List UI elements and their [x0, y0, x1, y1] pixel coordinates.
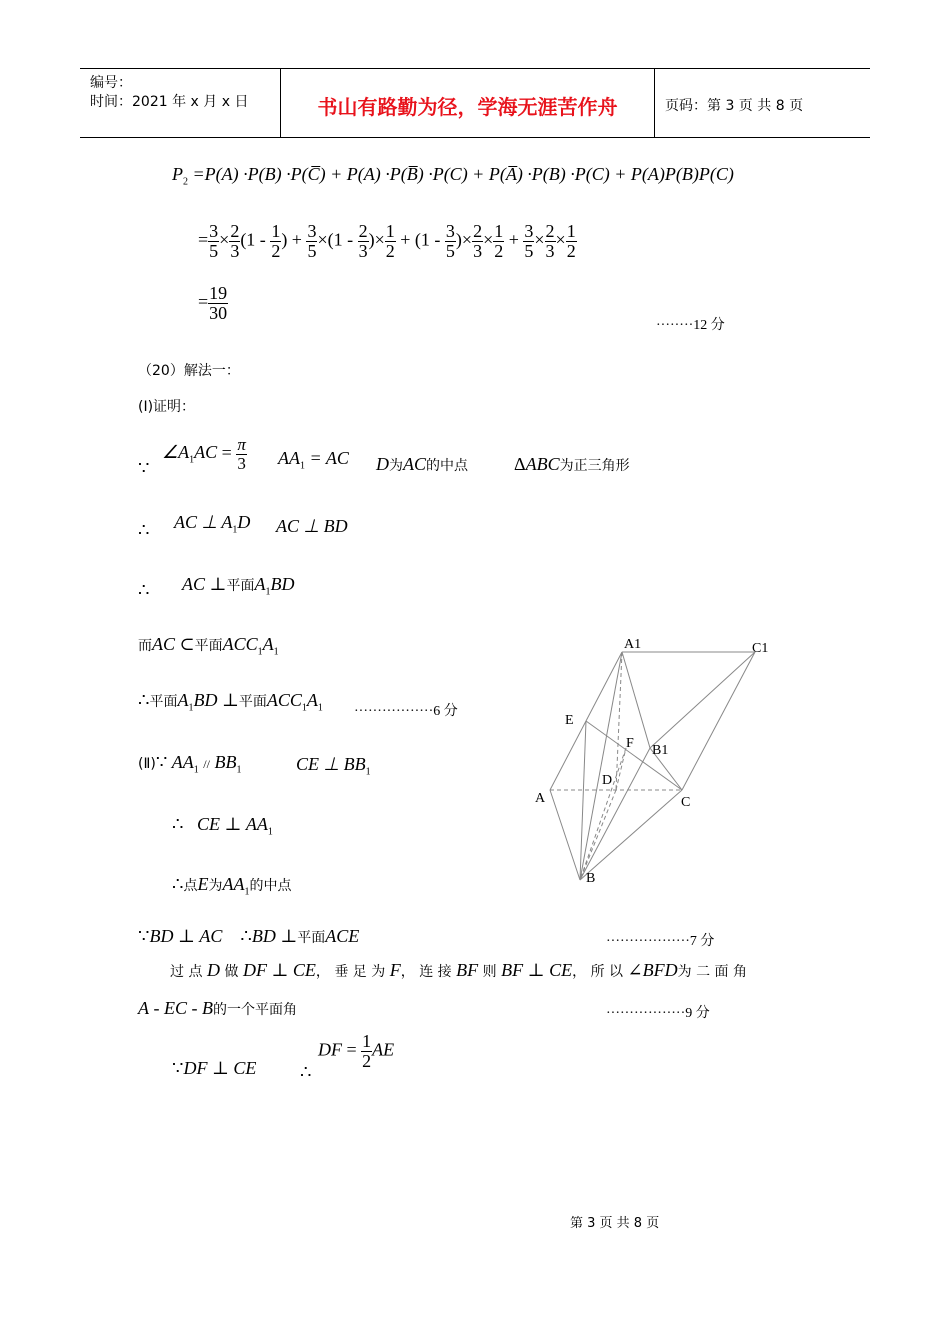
- p2-rhs: =P(A) ·P(B) ·P(C̅) + P(A) ·P(B̅) ·P(C) + P(A̅) ·P(B) ·P(C) + P(A)P(B)P(C): [192, 164, 734, 184]
- edge-a1-b1: [622, 652, 650, 748]
- ac-perp-bd: AC ⊥ BD: [276, 516, 348, 536]
- date-label: 时间：2021 年 x 月 x 日: [90, 94, 249, 110]
- e-midpoint: ∴点E为$AA_1$的中点: [172, 874, 292, 898]
- plane-perp: ∴平面$A_1BD$ ⊥平面$ACC_1A_1$: [138, 690, 323, 714]
- score-6: ·················6 分: [354, 704, 458, 719]
- label-f: F: [626, 736, 634, 751]
- edge-d-b-dashed: [580, 790, 616, 880]
- edge-e-b: [580, 721, 586, 880]
- abc-equilateral: ΔABC为正三角形: [514, 454, 630, 474]
- label-c1: C1: [752, 641, 769, 656]
- bd-perp-ace: ∵BD ⊥ AC ∴BD ⊥平面ACE: [138, 926, 360, 946]
- number-label: 编号：: [90, 75, 132, 91]
- d-midpoint: D为AC的中点: [376, 454, 469, 474]
- edge-b1-b: [580, 748, 650, 880]
- because-1: ∵: [138, 458, 150, 478]
- page-header: [80, 68, 870, 138]
- therefore-1: ∴: [138, 520, 150, 540]
- angle-eq: $\angle A_1AC$ = $\frac{\pi}{3}$: [162, 435, 246, 473]
- ac-in-plane: 而AC ⊂平面$ACC_1A_1$: [138, 634, 279, 658]
- p2-expansion: = $\frac{3}{5}$ × $\frac{2}{3}$ (1 - $\frac{1}{2}$ ) + $\frac{3}{5}$ ×(1 - $\frac{2}{3}$ )× $\frac{1}{2}$ + (1 - $\frac{3}{5}$ )× $\frac{2}{3}$ × $\frac{1}{2}$ + $\frac{3}{5}$ × $\frac{2}{3}$ × $\frac{1}{2}$: [198, 221, 576, 261]
- label-d: D: [602, 773, 613, 788]
- edge-c1-c: [682, 652, 755, 790]
- label-c: C: [681, 795, 691, 810]
- therefore-2: ∴: [138, 580, 150, 600]
- therefore-last: ∴: [300, 1062, 312, 1082]
- label-a1: A1: [624, 637, 642, 652]
- score-7: ··················7 分: [606, 934, 715, 949]
- label-b: B: [586, 871, 596, 886]
- header-right-cell: [655, 69, 870, 137]
- p2-result: = $\frac{19}{30}$: [198, 283, 228, 323]
- page-label: 页码：第 3 页 共 8 页: [665, 98, 804, 114]
- dihedral-paragraph: 过 点 D 做 DF ⊥ CE， 垂 足 为 F， 连 接 BF 则 BF ⊥ CE， 所 以 ∠BFD为 二 面 角: [170, 960, 747, 980]
- p2-formula: $P_2 =P(A) \cdot P(B)$ ·P(C̅) + P(A) ·P(B̅) ·P(C) + P(A̅) ·P(B) ·P(C) + P(A)P(B)P(C): [172, 164, 734, 188]
- df-perp-ce: ∵DF ⊥ CE: [172, 1058, 257, 1078]
- header-center-cell: [281, 69, 655, 137]
- label-e: E: [565, 713, 574, 728]
- prism-diagram: [520, 630, 780, 890]
- edge-d-f-dashed: [616, 748, 626, 790]
- label-a: A: [535, 791, 546, 806]
- ac-perp-plane: AC ⊥平面$A_1BD$: [182, 574, 295, 598]
- label-b1: B1: [652, 743, 669, 758]
- dihedral-angle-name: A - EC - B的一个平面角: [138, 998, 298, 1018]
- page-footer: 第 3 页 共 8 页: [570, 1216, 660, 1231]
- edge-c1-b1: [650, 652, 755, 748]
- score-12: ········12 分: [656, 318, 725, 333]
- ce-perp-aa1: ∴ CE ⊥ $AA_1$: [172, 814, 273, 838]
- problem-heading: （20）解法一：: [138, 363, 240, 379]
- edge-a-b: [550, 790, 580, 880]
- ac-perp-a1d: AC ⊥ $A_1D$: [174, 512, 251, 536]
- part1-heading: (Ⅰ)证明：: [138, 399, 196, 415]
- header-motto: 书山有路勤为径，学海无涯苦作舟: [317, 95, 618, 119]
- df-half-ae: DF = $\frac{1}{2}$ AE: [318, 1031, 395, 1071]
- ce-perp-bb1: CE ⊥ $BB_1$: [296, 754, 371, 778]
- aa1-eq: $AA_1$ = AC: [278, 448, 349, 472]
- score-9: ·················9 分: [606, 1006, 710, 1021]
- edge-a1-b: [580, 652, 622, 880]
- part2-line: (Ⅱ)∵ $AA_1 // BB_1$: [138, 752, 242, 776]
- header-left-cell: [80, 69, 281, 137]
